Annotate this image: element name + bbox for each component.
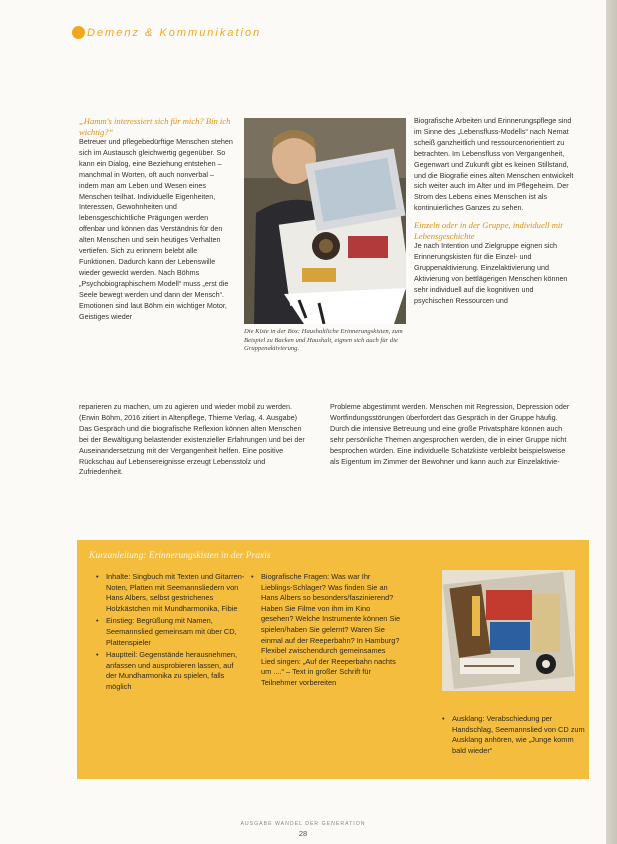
memory-box-photo xyxy=(244,118,406,324)
paragraph-3: Das Gespräch und die biografische Reflexion können alten Menschen bei der Bewältigung belastender existenzieller Erfahrungen und bei der Auseinandersetzung mit der Vergangenheit helfen. Eine positive Rückschau auf Lebensereignisse erzeugt Lebensstolz und Zufriedenheit. xyxy=(79,423,305,477)
paragraph-4: Biografische Arbeiten und Erinnerungspflege sind im Sinne des „Lebensfluss-Modells“ nach Nemat scheiß ganzheitlich und ressourcenorientiert zu betrachten. Im Lebensfluss von Vergangenheit, Gegenwart und Zukunft gibt es keinen Stillstand, und die Biografie eines alten Menschen entwickelt sich weiter auch im Alter und im Pflegeheim. Der Strom des Lebens eines Menschen ist als kontinuierliches Ganzes zu sehen. xyxy=(414,116,574,213)
column-1 xyxy=(79,116,234,322)
column-3-continued xyxy=(330,402,574,467)
paragraph-2: reparieren zu machen, um zu agieren und wieder mobil zu werden. (Erwin Böhm, 2016 zitiert in Altenpflege, Thieme Verlag, 4. Ausgabe) xyxy=(79,402,298,422)
footer-journal: AUSGABE WANDEL DER GENERATION xyxy=(240,821,366,827)
instruction-list-left xyxy=(96,572,246,695)
list-item: • Ausklang: Verabschiedung per Handschlag, Seemannslied von CD zum Ausklang anhören, wie „Junge komm bald wieder“ xyxy=(442,714,587,756)
page-edge xyxy=(606,0,617,844)
paragraph-5: Je nach Intention und Zielgruppe eignen sich Erinnerungskisten für die Einzel- und Gruppenaktivierung. Einzelaktivierung und Aktivierung von bettlägerigen Menschen können sehr individuell auf die kognitiven und psychischen Ressourcen und xyxy=(414,241,568,305)
accent-dot-icon xyxy=(72,26,85,39)
section-header xyxy=(72,26,261,39)
paragraph-1: Betreuer und pflegebedürftige Menschen stehen sich im Austausch gleichwertig gegenüber. So kann ein Dialog, eine Beziehung entstehen – manchmal in Worten, oft auch nonverbal – indem man am Leben und Wesen eines Menschen teilhat. Individuelle Eigenheiten, Interessen, Gewohnheiten und lebensgeschichtliche Prägungen werden offenbar und können das Verständnis für den alten Menschen und sein heutiges Verhalten vertiefen. Sich zu erinnern belebt alle Funktionen. Dadurch kann der Lebenswille wieder geweckt werden. Nach Böhms „Psychobiographischem Modell“ muss „erst die Seele bewegt werden und dann der Mensch“. Emotionen sind laut Böhm ein wichtiger Motor, Geistiges wieder xyxy=(79,137,233,321)
paragraph-6: Probleme abgestimmt werden. Menschen mit Regression, Depression oder Wortfindungsstörungen überfordert das Gespräch in der Gruppe häufig. Durch die intensive Betreuung und eine große Privatsphäre können auch sehr persönliche Themen angesprochen werden, die in einer Gruppe nicht besprochen würden. Eine individuelle Schatzkiste verbleibt beispielsweise als Eigentum im Zimmer der Bewohner und kann auch zur Einzelaktivie- xyxy=(330,402,570,466)
list-item: • Inhalte: Singbuch mit Texten und Gitarren-Noten, Platten mit Seemannsliedern von Hans Albers, selbst gestrichenes Holzkästchen mit Mundharmonika, Fibie xyxy=(96,572,246,614)
column-3 xyxy=(414,116,574,307)
subheading-1: „Hamm's interessiert sich für mich? Bin ich wichtig?“ xyxy=(79,116,231,137)
list-item: • Biografische Fragen: Was war Ihr Lieblings-Schlager? Was finden Sie an Hans Albers so besonders/faszinierend? Haben Sie Filme von ihm im Kino gesehen? Welche Instrumente können Sie spielen/haben Sie gelernt? Waren Sie einmal auf der Reeperbahn? In Hamburg? Flexibel zwischendurch gemeinsames Lied singen: „Auf der Reeperbahn nachts um ....“ – Text in großer Schrift für Teilnehmer vorbereiten xyxy=(251,572,401,689)
subheading-2: Einzeln oder in der Gruppe, individuell mit Lebensgeschichte xyxy=(414,220,563,241)
photo-caption: Die Kiste in der Box: Haushaltliche Erinnerungskisten, zum Beispiel zu Backen und Haushalt, eignen sich auch für die Gruppenaktivierung. xyxy=(244,328,403,353)
section-title: Demenz & Kommunikation xyxy=(87,26,262,39)
page-number: 28 xyxy=(298,829,308,838)
list-item: • Hauptteil: Gegenstände herausnehmen, anfassen und ausprobieren lassen, auf der Mundharmonika zu spielen, falls möglich xyxy=(96,650,246,692)
memory-box-contents-photo xyxy=(442,570,575,691)
instruction-box-title: Kurzanleitung: Erinnerungskisten in der Praxis xyxy=(89,551,271,561)
instruction-list-middle xyxy=(251,572,401,691)
instruction-list-right xyxy=(442,714,587,758)
column-1-continued xyxy=(79,402,309,478)
list-item: • Einstieg: Begrüßung mit Namen, Seemannslied gemeinsam mit über CD, Plattenspieler xyxy=(96,616,246,648)
